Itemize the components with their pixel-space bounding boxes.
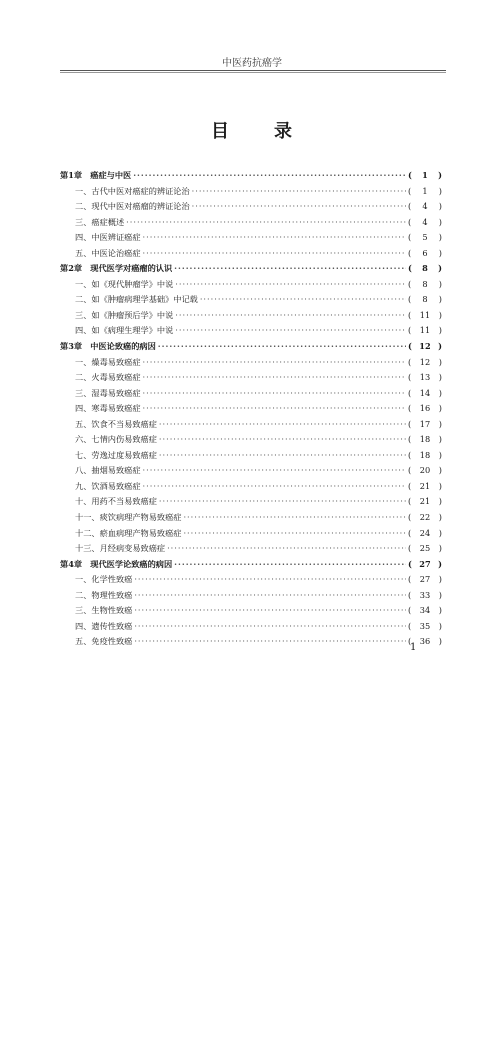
toc-page-ref: [408, 619, 442, 635]
toc-section-entry[interactable]: [60, 215, 442, 231]
toc-leader-dots: [174, 557, 406, 573]
close-paren: ): [438, 636, 442, 647]
toc-entry-label: 三、生物性致癌: [75, 605, 133, 616]
open-paren: (: [408, 543, 412, 554]
toc-page-number: 25: [419, 543, 431, 554]
toc-page-ref: [408, 448, 442, 464]
toc-section-entry[interactable]: [60, 401, 442, 417]
table-of-contents: [60, 168, 442, 650]
open-paren: (: [408, 636, 412, 647]
toc-page-number: 8: [422, 278, 428, 289]
toc-section-entry[interactable]: [60, 603, 442, 619]
toc-leader-dots: [183, 526, 406, 542]
toc-page-ref: [408, 199, 442, 215]
close-paren: ): [438, 263, 442, 274]
open-paren: (: [408, 387, 412, 398]
toc-leader-dots: [192, 184, 406, 200]
toc-page-ref: [408, 541, 442, 557]
toc-leader-dots: [174, 261, 406, 277]
toc-page-ref: [408, 261, 442, 277]
close-paren: ): [438, 216, 442, 227]
toc-page-ref: [408, 308, 442, 324]
toc-entry-label: 三、癌症概述: [75, 216, 125, 227]
page-number: 1: [410, 642, 417, 653]
close-paren: ): [438, 512, 442, 523]
toc-page-ref: [408, 215, 442, 231]
close-paren: ): [438, 201, 442, 212]
close-paren: ): [438, 232, 442, 243]
toc-leader-dots: [126, 215, 406, 231]
toc-page-ref: [408, 323, 442, 339]
toc-page-number: 8: [422, 263, 428, 274]
close-paren: ): [438, 574, 442, 585]
open-paren: (: [408, 170, 412, 180]
toc-section-entry[interactable]: [60, 526, 442, 542]
open-paren: (: [408, 589, 412, 600]
close-paren: ): [438, 449, 442, 460]
toc-page-number: 6: [422, 247, 428, 258]
toc-leader-dots: [192, 199, 406, 215]
toc-section-entry[interactable]: [60, 541, 442, 557]
toc-heading-left: 目: [211, 121, 230, 142]
toc-page-number: 16: [419, 403, 431, 414]
toc-leader-dots: [134, 603, 406, 619]
toc-page-number: 21: [419, 480, 431, 491]
toc-entry-label: 第4章 现代医学论致癌的病因: [60, 558, 173, 569]
close-paren: ): [438, 589, 442, 600]
close-paren: ): [438, 294, 442, 305]
close-paren: ): [438, 543, 442, 554]
toc-entry-label: 二、物理性致癌: [75, 589, 133, 600]
toc-page-number: 4: [422, 216, 428, 227]
open-paren: (: [408, 527, 412, 538]
open-paren: (: [408, 480, 412, 491]
toc-chapter-entry[interactable]: [60, 168, 442, 184]
toc-page-number: 13: [419, 372, 431, 383]
toc-page-number: 18: [419, 434, 431, 445]
open-paren: (: [408, 372, 412, 383]
close-paren: ): [438, 480, 442, 491]
toc-chapter-entry[interactable]: [60, 339, 442, 355]
toc-page-number: 21: [419, 496, 431, 507]
close-paren: ): [438, 372, 442, 383]
close-paren: ): [438, 341, 442, 352]
toc-leader-dots: [143, 230, 406, 246]
toc-section-entry[interactable]: [60, 572, 442, 588]
open-paren: (: [408, 418, 412, 429]
toc-leader-dots: [134, 619, 406, 635]
open-paren: (: [408, 263, 412, 274]
open-paren: (: [408, 294, 412, 305]
toc-page-ref: [408, 603, 442, 619]
toc-leader-dots: [159, 448, 406, 464]
toc-page-number: 14: [419, 387, 431, 398]
toc-section-entry[interactable]: [60, 448, 442, 464]
toc-leader-dots: [175, 277, 406, 293]
toc-leader-dots: [159, 432, 406, 448]
toc-page-ref: [408, 526, 442, 542]
toc-leader-dots: [175, 323, 406, 339]
close-paren: ): [438, 558, 442, 569]
toc-page-ref: [408, 246, 442, 262]
toc-chapter-entry[interactable]: [60, 261, 442, 277]
toc-entry-label: 十三、月经病变易致癌症: [75, 543, 166, 554]
toc-leader-dots: [143, 355, 406, 371]
close-paren: ): [438, 434, 442, 445]
close-paren: ): [438, 325, 442, 336]
toc-entry-label: 一、如《现代肿瘤学》中说: [75, 278, 174, 289]
open-paren: (: [408, 185, 412, 196]
toc-page-number: 27: [419, 558, 431, 569]
toc-page-ref: [408, 168, 442, 184]
toc-page-ref: [408, 510, 442, 526]
toc-section-entry[interactable]: [60, 323, 442, 339]
toc-section-entry[interactable]: [60, 417, 442, 433]
toc-page-number: 4: [422, 201, 428, 212]
toc-page-number: 12: [419, 341, 431, 352]
close-paren: ): [438, 278, 442, 289]
toc-entry-label: 十二、瘀血病理产物易致癌症: [75, 527, 182, 538]
toc-entry-label: 六、七情内伤易致癌症: [75, 434, 157, 445]
toc-leader-dots: [134, 588, 406, 604]
toc-page-number: 27: [419, 574, 431, 585]
toc-section-entry[interactable]: [60, 510, 442, 526]
toc-leader-dots: [159, 494, 406, 510]
toc-entry-label: 十一、痰饮病理产物易致癌症: [75, 512, 182, 523]
toc-leader-dots: [200, 292, 406, 308]
close-paren: ): [438, 527, 442, 538]
toc-entry-label: 二、如《肿瘤病理学基础》中记载: [75, 294, 198, 305]
toc-entry-label: 一、古代中医对癌症的辨证论治: [75, 185, 190, 196]
toc-page-number: 22: [419, 512, 431, 523]
toc-page-ref: [408, 432, 442, 448]
toc-entry-label: 八、抽烟易致癌症: [75, 465, 141, 476]
toc-leader-dots: [143, 463, 406, 479]
open-paren: (: [408, 201, 412, 212]
close-paren: ): [438, 496, 442, 507]
toc-page-ref: [408, 355, 442, 371]
open-paren: (: [408, 558, 412, 569]
toc-page-ref: [408, 230, 442, 246]
open-paren: (: [408, 574, 412, 585]
open-paren: (: [408, 325, 412, 336]
toc-leader-dots: [167, 541, 406, 557]
toc-leader-dots: [143, 401, 406, 417]
open-paren: (: [408, 512, 412, 523]
toc-entry-label: 四、寒毒易致癌症: [75, 403, 141, 414]
toc-entry-label: 七、劳逸过度易致癌症: [75, 449, 157, 460]
toc-entry-label: 一、燥毒易致癌症: [75, 356, 141, 367]
toc-heading-right: 录: [274, 121, 293, 142]
toc-page-number: 5: [422, 232, 428, 243]
open-paren: (: [408, 232, 412, 243]
toc-leader-dots: [159, 417, 406, 433]
toc-leader-dots: [143, 386, 406, 402]
toc-leader-dots: [133, 168, 406, 184]
open-paren: (: [408, 356, 412, 367]
close-paren: ): [438, 620, 442, 631]
toc-leader-dots: [143, 479, 406, 495]
toc-entry-label: 一、化学性致癌: [75, 574, 133, 585]
open-paren: (: [408, 449, 412, 460]
toc-section-entry[interactable]: [60, 386, 442, 402]
close-paren: ): [438, 403, 442, 414]
close-paren: ): [438, 387, 442, 398]
toc-page-number: 24: [419, 527, 431, 538]
toc-entry-label: 第1章 癌症与中医: [60, 170, 132, 180]
toc-page-ref: [408, 339, 442, 355]
toc-page-number: 20: [419, 465, 431, 476]
toc-section-entry[interactable]: [60, 277, 442, 293]
toc-leader-dots: [134, 634, 406, 650]
toc-page-number: 18: [419, 449, 431, 460]
toc-page-ref: [408, 184, 442, 200]
close-paren: ): [438, 465, 442, 476]
toc-page-ref: [408, 494, 442, 510]
toc-entry-label: 四、中医辨证癌症: [75, 232, 141, 243]
toc-entry-label: 四、遗传性致癌: [75, 620, 133, 631]
toc-page-ref: [408, 401, 442, 417]
toc-section-entry[interactable]: [60, 199, 442, 215]
toc-section-entry[interactable]: [60, 479, 442, 495]
toc-page-number: 11: [419, 309, 431, 320]
close-paren: ): [438, 418, 442, 429]
toc-page-ref: [408, 479, 442, 495]
toc-section-entry[interactable]: [60, 355, 442, 371]
open-paren: (: [408, 341, 412, 352]
open-paren: (: [408, 278, 412, 289]
toc-page-number: 17: [419, 418, 431, 429]
open-paren: (: [408, 496, 412, 507]
close-paren: ): [438, 309, 442, 320]
toc-section-entry[interactable]: [60, 619, 442, 635]
toc-entry-label: 第2章 现代医学对癌瘤的认识: [60, 263, 173, 274]
toc-section-entry[interactable]: [60, 292, 442, 308]
open-paren: (: [408, 434, 412, 445]
toc-section-entry[interactable]: [60, 588, 442, 604]
toc-section-entry[interactable]: [60, 463, 442, 479]
toc-leader-dots: [183, 510, 406, 526]
toc-chapter-entry[interactable]: [60, 557, 442, 573]
toc-leader-dots: [143, 246, 406, 262]
open-paren: (: [408, 216, 412, 227]
toc-page-ref: [408, 572, 442, 588]
toc-page-number: 33: [419, 589, 431, 600]
toc-page-number: 11: [419, 325, 431, 336]
toc-section-entry[interactable]: [60, 634, 442, 650]
toc-section-entry[interactable]: [60, 230, 442, 246]
toc-entry-label: 三、如《肿瘤预后学》中说: [75, 309, 174, 320]
open-paren: (: [408, 247, 412, 258]
toc-leader-dots: [175, 308, 406, 324]
header-rule: [60, 70, 446, 73]
toc-page-number: 12: [419, 356, 431, 367]
close-paren: ): [438, 170, 442, 180]
open-paren: (: [408, 309, 412, 320]
toc-section-entry[interactable]: [60, 494, 442, 510]
toc-page-ref: [408, 277, 442, 293]
toc-entry-label: 五、饮食不当易致癌症: [75, 418, 157, 429]
toc-page-number: 1: [422, 185, 428, 196]
toc-page-ref: [408, 588, 442, 604]
toc-entry-label: 三、湿毒易致癌症: [75, 387, 141, 398]
toc-entry-label: 五、免疫性致癌: [75, 636, 133, 647]
toc-page-ref: [408, 292, 442, 308]
toc-section-entry[interactable]: [60, 184, 442, 200]
toc-section-entry[interactable]: [60, 308, 442, 324]
toc-entry-label: 二、火毒易致癌症: [75, 372, 141, 383]
toc-page-number: 8: [422, 294, 428, 305]
toc-page-ref: [408, 557, 442, 573]
toc-entry-label: 九、饮酒易致癌症: [75, 480, 141, 491]
toc-leader-dots: [158, 339, 406, 355]
toc-page-number: 34: [419, 605, 431, 616]
toc-section-entry[interactable]: [60, 246, 442, 262]
toc-heading: [0, 117, 504, 143]
toc-leader-dots: [134, 572, 406, 588]
toc-section-entry[interactable]: [60, 432, 442, 448]
toc-entry-label: 二、现代中医对癌瘤的辨证论治: [75, 201, 190, 212]
toc-page-number: 36: [419, 636, 431, 647]
open-paren: (: [408, 605, 412, 616]
open-paren: (: [408, 403, 412, 414]
toc-page-ref: [408, 386, 442, 402]
open-paren: (: [408, 465, 412, 476]
toc-page-number: 1: [422, 170, 428, 180]
toc-page-ref: [408, 370, 442, 386]
close-paren: ): [438, 185, 442, 196]
toc-entry-label: 四、如《病理生理学》中说: [75, 325, 174, 336]
running-header: 中医药抗癌学: [222, 58, 282, 69]
toc-entry-label: 五、中医论治癌症: [75, 247, 141, 258]
close-paren: ): [438, 605, 442, 616]
close-paren: ): [438, 356, 442, 367]
toc-section-entry[interactable]: [60, 370, 442, 386]
open-paren: (: [408, 620, 412, 631]
toc-page-number: 35: [419, 620, 431, 631]
close-paren: ): [438, 247, 442, 258]
toc-entry-label: 十、用药不当易致癌症: [75, 496, 157, 507]
toc-page-ref: [408, 417, 442, 433]
toc-entry-label: 第3章 中医论致癌的病因: [60, 341, 156, 352]
toc-page-ref: [408, 463, 442, 479]
toc-leader-dots: [143, 370, 406, 386]
